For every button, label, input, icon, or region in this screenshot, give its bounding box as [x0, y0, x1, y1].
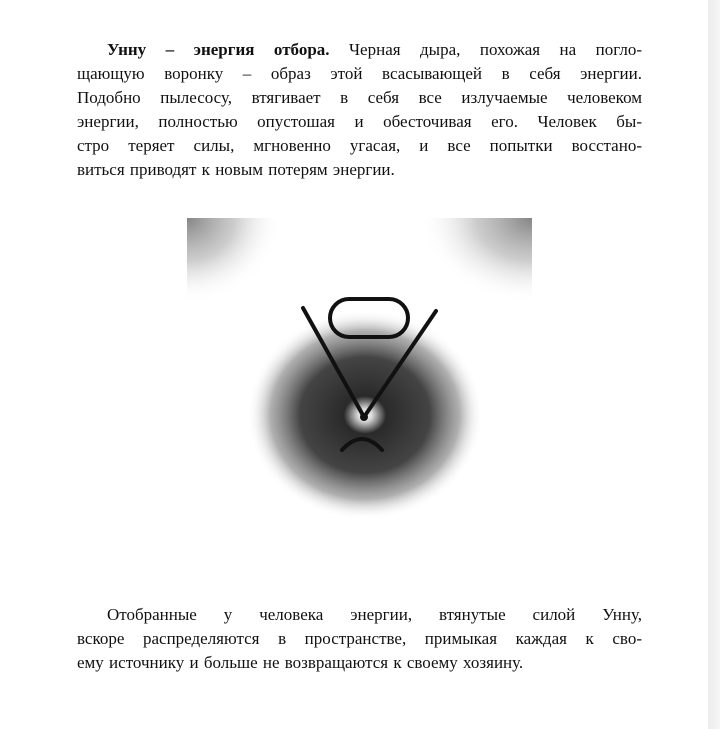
paragraph-line-text: Черная дыра, похожая на погло- — [329, 40, 642, 59]
paragraph-unnu-description — [77, 38, 642, 182]
paragraph-line: стро теряет силы, мгновенно угасая, и все попытки восстано- — [77, 136, 642, 155]
page-edge — [708, 0, 720, 729]
term-heading: Унну – энергия отбора. — [107, 40, 330, 59]
paragraph-line: вскоре распределяются в пространстве, примыкая каждая к сво- — [77, 629, 642, 648]
paragraph-energy-distribution — [77, 603, 642, 675]
energy-funnel-illustration — [180, 210, 540, 530]
paragraph-line: щающую воронку – образ этой всасывающей в себя энергии. — [77, 64, 642, 83]
left-corner-shading — [187, 218, 282, 303]
paragraph-line — [77, 38, 642, 62]
paragraph-line: Отобранные у человека энергии, втянутые силой Унну, — [107, 605, 642, 624]
paragraph-line: виться приводят к новым потерям энергии. — [77, 160, 395, 179]
paragraph-line: ему источнику и больше не возвращаются к своему хозяину. — [77, 653, 524, 672]
paragraph-line: энергии, полностью опустошая и обесточивая его. Человек бы- — [77, 112, 642, 131]
right-corner-shading — [420, 218, 532, 303]
funnel-point — [360, 413, 368, 421]
paragraph-line: Подобно пылесосу, втягивает в себя все излучаемые человеком — [77, 88, 642, 107]
